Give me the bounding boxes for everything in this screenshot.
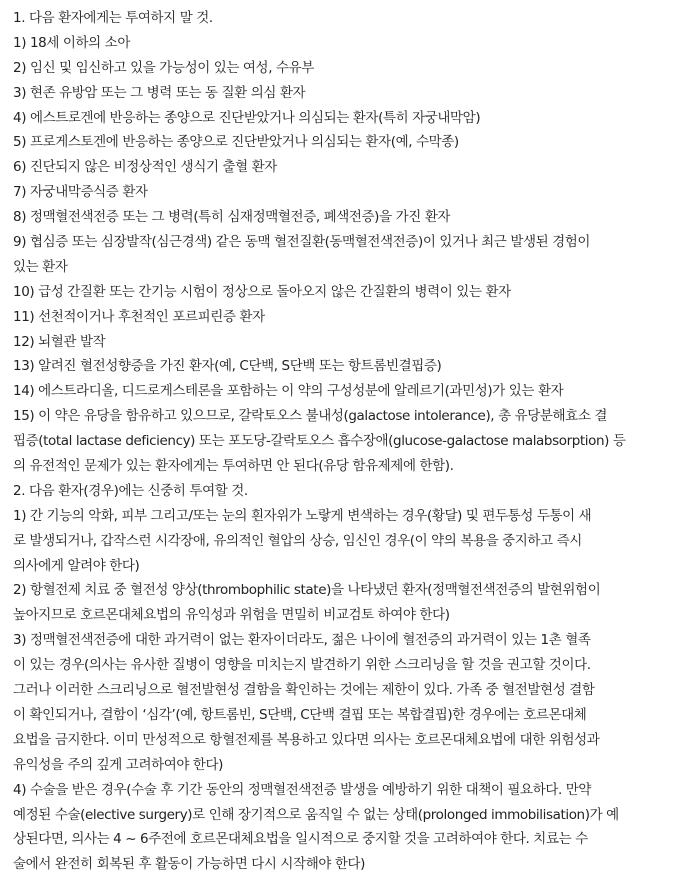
- text-line: 1) 18세 이하의 소아: [13, 34, 130, 51]
- text-line: 7) 자궁내막증식증 환자: [13, 184, 148, 201]
- text-line: 1. 다음 환자에게는 투여하지 말 것.: [13, 10, 213, 26]
- text-line: 9) 협심증 또는 심장발작(심근경색) 같은 동맥 혈전질환(동맥혈전색전증)이 있거나 최근 발생된 경험이: [13, 234, 591, 251]
- text-line: 15) 이 약은 유당을 함유하고 있으므로, 갈락토오스 불내성(galactose intolerance), 총 유당분해효소 결: [13, 408, 607, 425]
- text-line: 이 확인되거나, 결함이 ‘심각’(예, 항트롬빈, S단백, C단백 결핍 또는 복합결핍)한 경우에는 호르몬대체: [13, 706, 587, 723]
- text-line: 2. 다음 환자(경우)에는 신중히 투여할 것.: [13, 482, 248, 499]
- text-line: 4) 수술을 받은 경우(수술 후 기간 동안의 정맥혈전색전증 발생을 예방하기 위한 대책이 필요하다. 만약: [13, 781, 592, 798]
- text-line: 그러나 이러한 스크리닝으로 혈전발현성 결함을 확인하는 것에는 제한이 있다. 가족 중 혈전발현성 결함: [13, 682, 595, 699]
- text-line: 6) 진단되지 않은 비정상적인 생식기 출혈 환자: [13, 159, 277, 176]
- text-line: 8) 정맥혈전색전증 또는 그 병력(특히 심재정맥혈전증, 폐색전증)을 가진 환자: [13, 209, 451, 226]
- text-line: 요법을 금지한다. 이미 만성적으로 항혈전제를 복용하고 있다면 의사는 호르몬대체요법에 대한 위험성과: [13, 731, 600, 748]
- text-line: 4) 에스트로겐에 반응하는 종양으로 진단받았거나 의심되는 환자(특히 자궁내막암): [13, 109, 481, 126]
- text-line: 이 있는 경우(의사는 유사한 질병이 영향을 미치는지 발견하기 위한 스크리닝을 할 것을 권고할 것이다.: [13, 657, 591, 674]
- text-line: 의사에게 알려야 한다): [13, 557, 140, 574]
- text-line: 로 발생되거나, 갑작스런 시각장애, 유의적인 혈압의 상승, 임신인 경우(이 약의 복용을 중지하고 즉시: [13, 532, 582, 549]
- text-line: 12) 뇌혈관 발작: [13, 333, 106, 350]
- text-line: 3) 정맥혈전색전증에 대한 과거력이 없는 환자이더라도, 젊은 나이에 혈전증의 과거력이 있는 1촌 혈족: [13, 632, 591, 649]
- text-line: 13) 알려진 혈전성향증을 가진 환자(예, C단백, S단백 또는 항트롬빈결핍증): [13, 358, 442, 375]
- text-line: 14) 에스트라디올, 디드로게스테론을 포함하는 이 약의 구성성분에 알레르기(과민성)가 있는 환자: [13, 383, 564, 400]
- text-line: 상된다면, 의사는 4 ~ 6주전에 호르몬대체요법을 일시적으로 중지할 것을 고려하여야 한다. 치료는 수: [13, 831, 588, 848]
- text-line: 술에서 완전히 회복된 후 활동이 가능하면 다시 시작해야 한다): [13, 856, 366, 873]
- text-line: 2) 임신 및 임신하고 있을 가능성이 있는 여성, 수유부: [13, 59, 314, 76]
- text-line: 2) 항혈전제 치료 중 혈전성 양상(thrombophilic state)을 나타냈던 환자(정맥혈전색전증의 발현위험이: [13, 582, 601, 599]
- text-line: 의 유전적인 문제가 있는 환자에게는 투여하면 안 된다(유당 함유제제에 한함).: [13, 458, 454, 475]
- text-line: 1) 간 기능의 악화, 피부 그리고/또는 눈의 흰자위가 노랗게 변색하는 경우(황달) 및 편두통성 두통이 새: [13, 507, 592, 524]
- text-line: 11) 선천적이거나 후천적인 포르피린증 환자: [13, 308, 265, 325]
- text-line: 있는 환자: [13, 258, 68, 275]
- text-line: 예정된 수술(elective surgery)로 인해 장기적으로 움직일 수 없는 상태(prolonged immobilisation)가 예: [13, 806, 619, 823]
- text-line: 5) 프로게스토겐에 반응하는 종양으로 진단받았거나 의심되는 환자(예, 수막종): [13, 134, 459, 151]
- text-line: 3) 현존 유방암 또는 그 병력 또는 동 질환 의심 환자: [13, 84, 306, 101]
- text-line: 높아지므로 호르몬대체요법의 유익성과 위험을 면밀히 비교검토 하여야 한다): [13, 607, 450, 624]
- text-line: 유익성을 주의 깊게 고려하여야 한다): [13, 756, 224, 773]
- text-line: 10) 급성 간질환 또는 간기능 시험이 정상으로 돌아오지 않은 간질환의 병력이 있는 환자: [13, 283, 511, 300]
- text-line: 핍증(total lactase deficiency) 또는 포도당-갈락토오스 흡수장애(glucose-galactose malabsorption) 등: [13, 433, 626, 450]
